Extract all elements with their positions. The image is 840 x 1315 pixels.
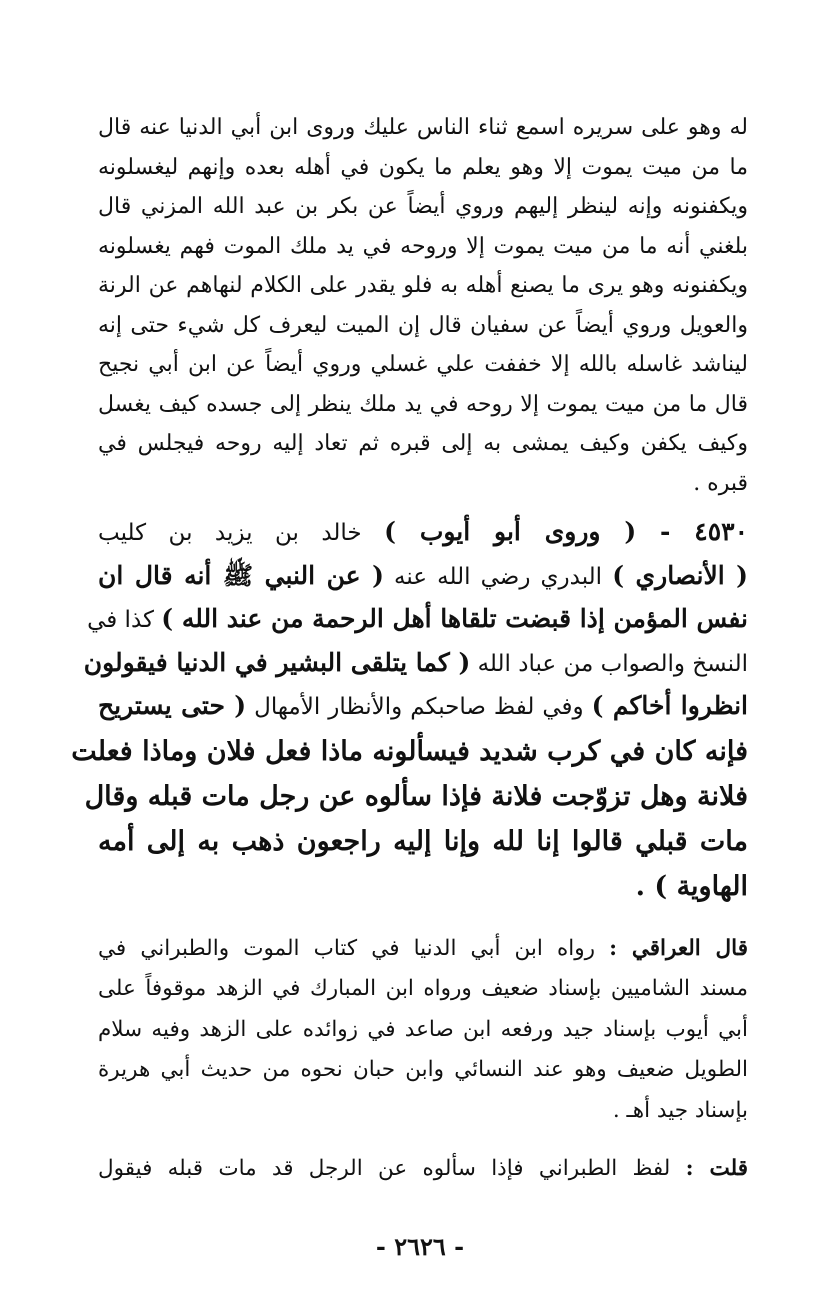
hadith-text: انظروا أخاكم ): [591, 691, 749, 720]
commentary-text: كذا في: [87, 607, 162, 633]
paragraph-1: [98, 108, 748, 503]
paragraph-hadith-4530: [71, 511, 749, 909]
commentary-text: رواه ابن أبي الدنيا في كتاب الموت والطبراني في: [98, 935, 610, 961]
hadith-text-line: مات قبلي قالوا إنا لله وإنا إليه راجعون ذهب به إلى أمه: [98, 825, 748, 857]
text-line: [98, 555, 748, 599]
hadith-text: نفس المؤمن إذا قبضت تلقاها أهل الرحمة من عند الله ): [161, 604, 748, 633]
text-line: [87, 598, 748, 642]
text-line: ويكفنونه وهو يرى ما يصنع أهله به فلو يقدر على الكلام لنهاهم عن الرنة: [98, 273, 748, 298]
text-line: له وهو على سريره اسمع ثناء الناس عليك وروى ابن أبي الدنيا عنه قال: [98, 115, 748, 140]
narrator-text: خالد بن يزيد بن كليب: [98, 520, 385, 546]
text-line: مسند الشاميين بإسناد ضعيف ورواه ابن المبارك في الزهد موقوفاً على: [98, 976, 748, 1001]
hadith-text: ( حتى يستريح: [98, 691, 247, 720]
page-number: - ٢٦٢٦ -: [375, 1232, 465, 1261]
speaker-label: قلت :: [685, 1156, 748, 1181]
text-line: الطويل ضعيف وهو عند النسائي وابن حبان نحوه من حديث أبي هريرة: [98, 1057, 748, 1082]
hadith-text-line: فلانة وهل تزوّجت فلانة فإذا سألوه عن رجل مات قبله وقال: [84, 780, 748, 812]
hadith-text: ( عن النبي ﷺ أنه قال ان: [98, 560, 384, 590]
text-line: وكيف يكفن وكيف يمشى به إلى قبره ثم تعاد إليه روحه فيجلس في: [98, 431, 748, 456]
speaker-label: قال العراقي :: [609, 935, 748, 961]
text-line: قال ما من ميت يموت إلا روحه في يد ملك ينظر إلى جسده كيف يغسل: [98, 391, 748, 417]
text-line: ليناشد غاسله بالله إلا خففت علي غسلي وروي أيضاً عن ابن أبي نجيح: [98, 352, 748, 377]
text-line: بإسناد جيد أهـ .: [612, 1097, 748, 1123]
text-line: ويكفنونه وإنه لينظر إليهم وروي أيضاً عن بكر بن عبد الله المزني قال: [98, 194, 748, 219]
text-line: ما من ميت يموت إلا وهو يعلم ما يكون في أهله بعده وإنهم ليغسلونه: [98, 154, 748, 180]
paragraph-iraqi: [98, 929, 748, 1132]
text-line: بلغني أنه ما من ميت يموت إلا وروحه في يد ملك الموت فهم يغسلونه: [98, 233, 748, 259]
paragraph-qultu: [98, 1149, 748, 1189]
text-line: [98, 685, 748, 729]
hadith-text: ( كما يتلقى البشير في الدنيا فيقولون: [83, 647, 471, 677]
commentary-text: البدري رضي الله عنه: [383, 563, 613, 590]
page-body: [71, 108, 749, 1189]
text-line: أبي أيوب بإسناد جيد ورفعه ابن صاعد في زوائده على الزهد وفيه سلام: [98, 1016, 748, 1042]
text-line: قبره .: [693, 470, 748, 496]
hadith-text-line: الهاوية ) .: [635, 870, 748, 902]
commentary-text: وفي لفظ صاحبكم والأنظار الأمهال: [246, 694, 592, 720]
commentary-text: النسخ والصواب من عباد الله: [470, 650, 748, 677]
text-line: [98, 1149, 748, 1189]
text-line: [98, 511, 748, 555]
hadith-text-line: فإنه كان في كرب شديد فيسألونه ماذا فعل فلان وماذا فعلت: [71, 735, 748, 767]
text-line: [98, 929, 748, 970]
commentary-text: لفظ الطبراني فإذا سألوه عن الرجل قد مات قبله فيقول: [98, 1156, 686, 1181]
hadith-text: ( الأنصاري ): [612, 560, 748, 590]
hadith-number-heading: ٤٥٣٠ - ( وروى أبو أيوب ): [384, 517, 748, 546]
text-line: [83, 642, 748, 686]
text-line: والعويل وروي أيضاً عن سفيان قال إن الميت ليعرف كل شيء حتى إنه: [98, 312, 748, 338]
